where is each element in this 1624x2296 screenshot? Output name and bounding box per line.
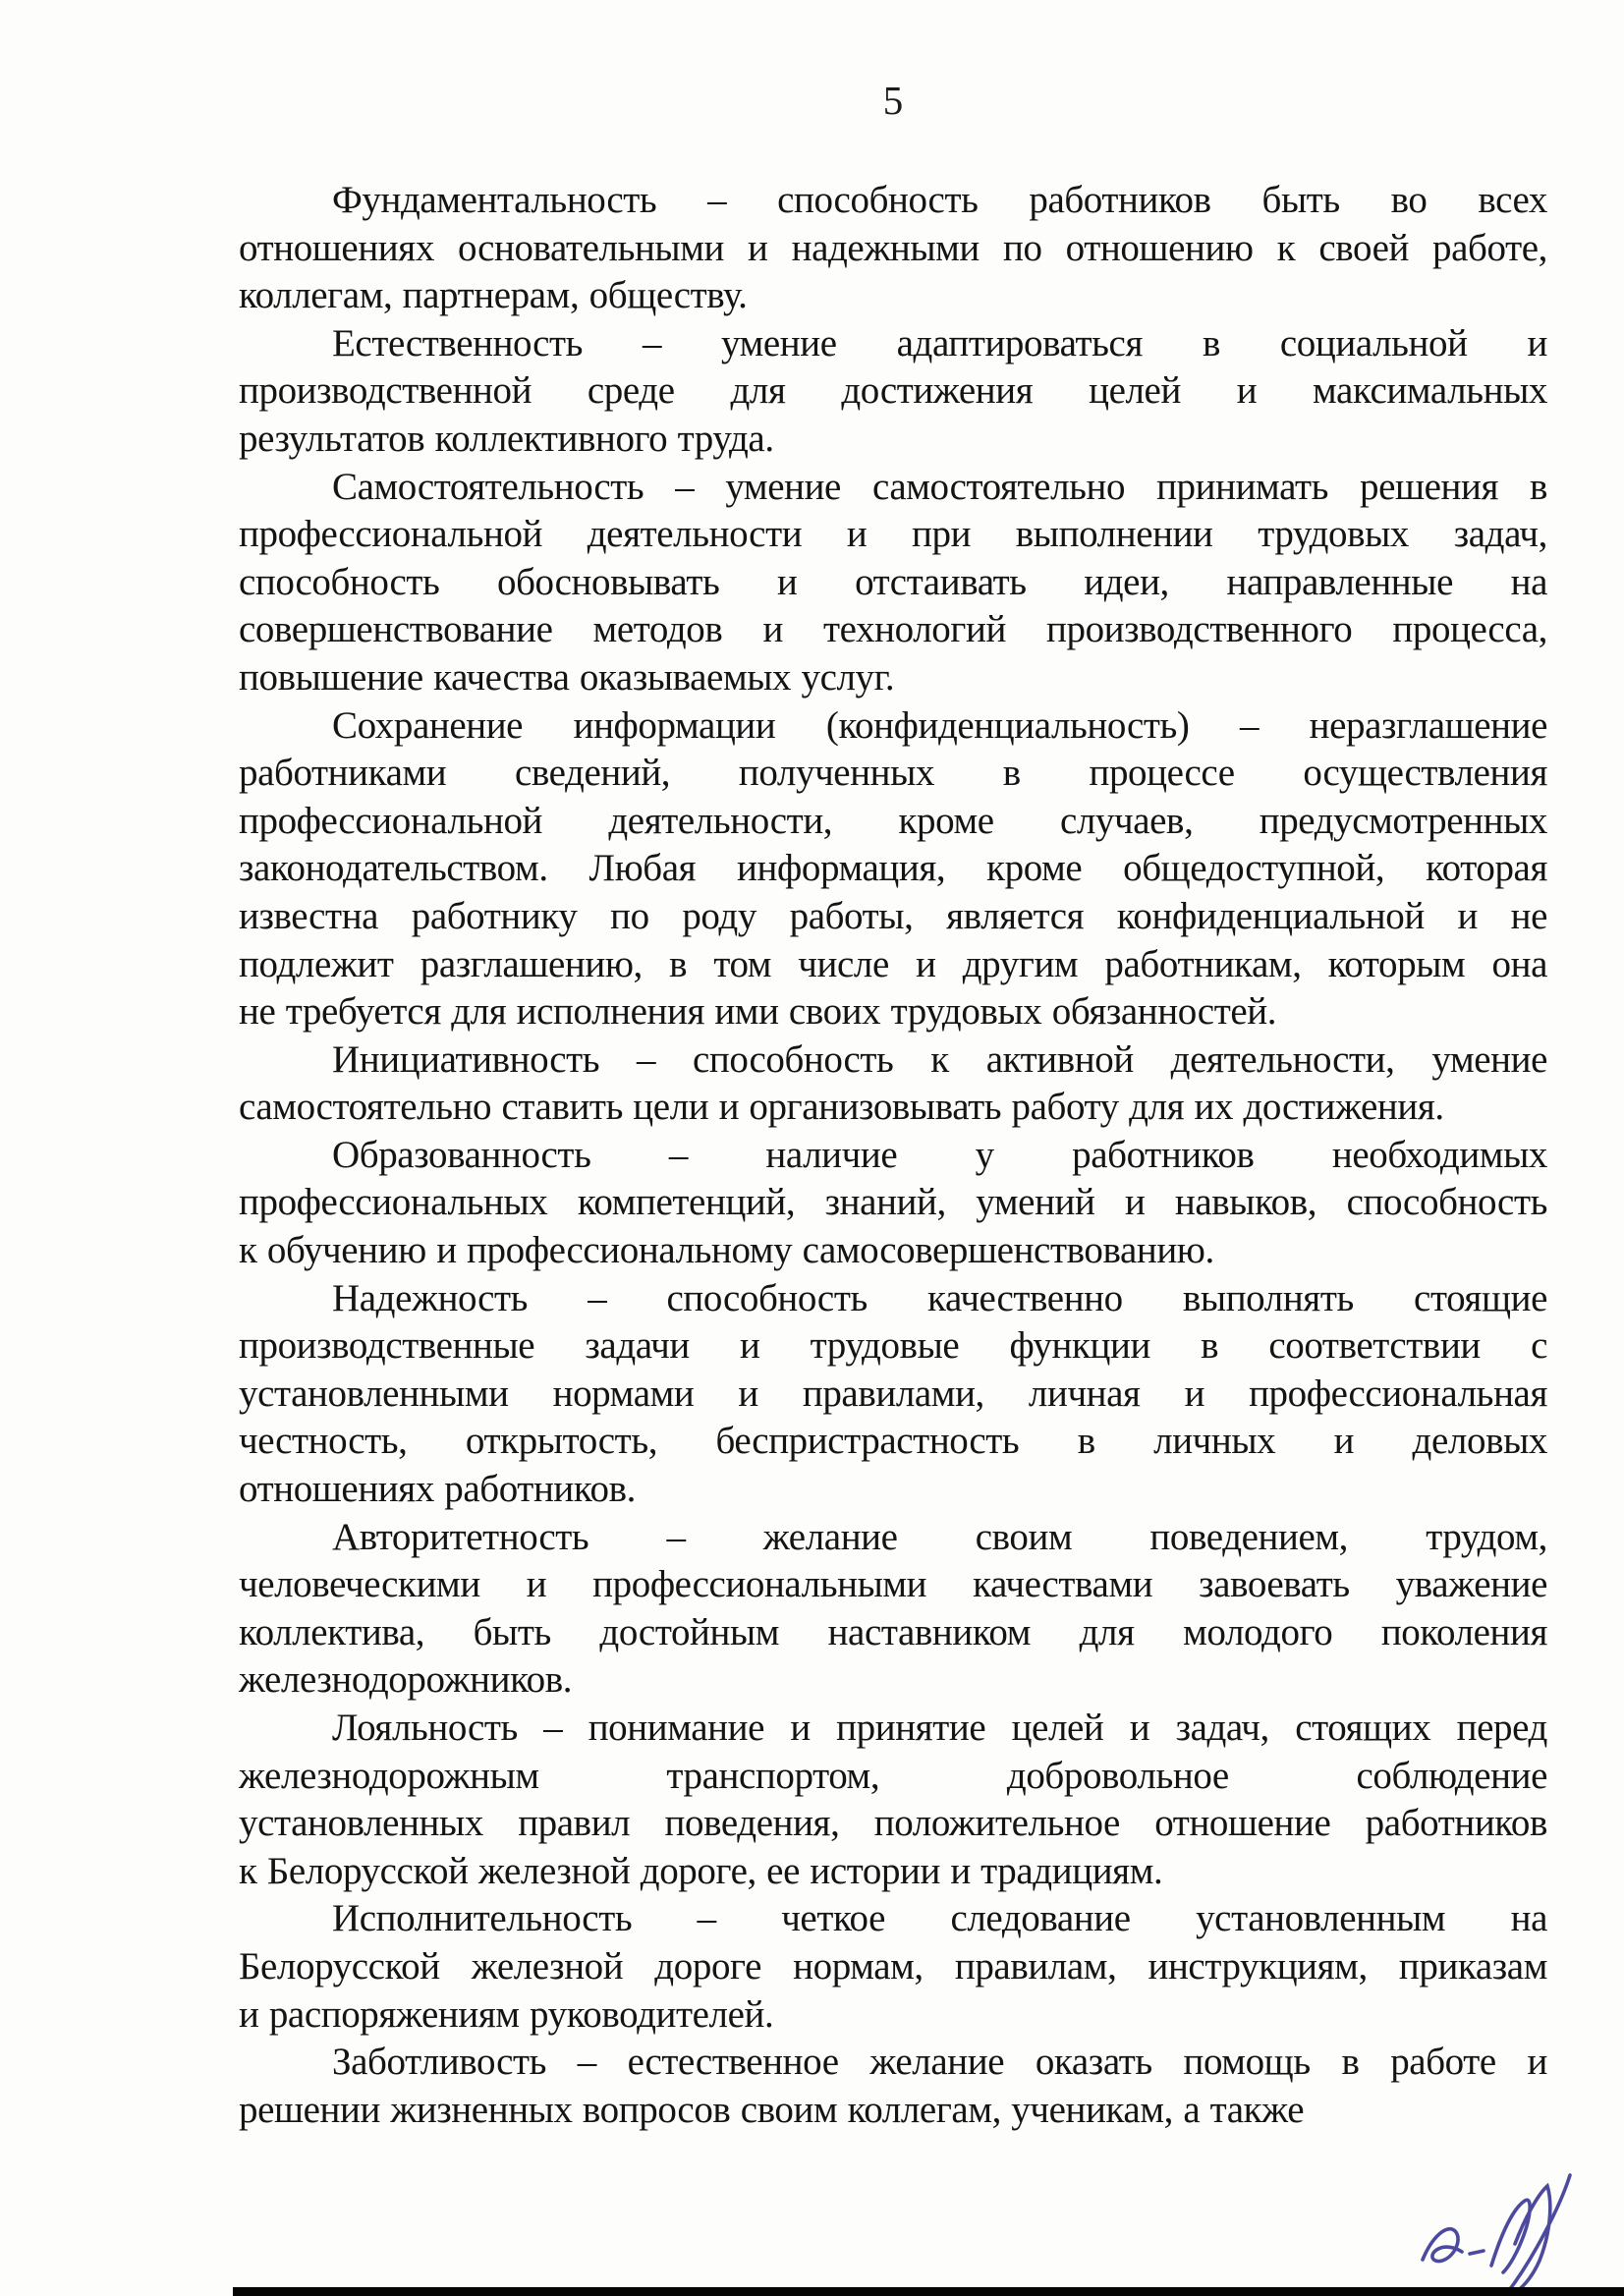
paragraph-estestvennost-line-3: результатов коллективного труда. [239, 417, 774, 460]
paragraph-loyalnost-line-2: железнодорожным транспортом, добровольное соблюдение [239, 1754, 1547, 1797]
paragraph-nadezhnost-line-4: честность, открытость, беспристрастность в личных и деловых [239, 1420, 1547, 1463]
paragraph-sokhranenie-informatsii-line-4: законодательством. Любая информация, кроме общедоступной, которая [239, 847, 1547, 890]
paragraph-samostoyatelnost-line-5: повышение качества оказываемых услуг. [239, 655, 895, 699]
paragraph-zabotlivost-line-1: Заботливость – естественное желание оказать помощь в работе и [332, 2041, 1547, 2084]
text-block [239, 177, 1547, 2134]
paragraph-sokhranenie-informatsii-line-7: не требуется для исполнения ими своих трудовых обязанностей. [239, 990, 1277, 1034]
paragraph-estestvennost-line-1: Естественность – умение адаптироваться в социальной и [332, 321, 1547, 364]
paragraph-ispolnitelnost-line-3: и распоряжениям руководителей. [239, 1992, 774, 2036]
paragraph-fundamentalnost-line-1: Фундаментальность – способность работников быть во всех [332, 179, 1547, 221]
paragraph-samostoyatelnost-line-4: совершенствование методов и технологий производственного процесса, [239, 608, 1547, 651]
paragraph-sokhranenie-informatsii-line-1: Сохранение информации (конфиденциальность) – неразглашение [332, 703, 1547, 747]
paragraph-obrazovannost-line-3: к обучению и профессиональному самосовершенствованию. [239, 1229, 1214, 1272]
paragraph-avtoritetnost-line-3: коллектива, быть достойным наставником для молодого поколения [239, 1610, 1547, 1653]
paragraph-nadezhnost-line-5: отношениях работников. [239, 1468, 636, 1511]
paragraph-loyalnost-line-3: установленных правил поведения, положительное отношение работников [239, 1802, 1547, 1845]
paragraph-sokhranenie-informatsii-line-6: подлежит разглашению, в том числе и другим работникам, которым она [239, 942, 1547, 985]
paragraph-nadezhnost-line-1: Надежность – способность качественно выполнять стоящие [332, 1276, 1547, 1319]
paragraph-sokhranenie-informatsii-line-2: работниками сведений, полученных в процессе осуществления [239, 752, 1547, 795]
paragraph-nadezhnost-line-3: установленными нормами и правилами, личная и профессиональная [239, 1372, 1547, 1415]
paragraph-ispolnitelnost-line-2: Белорусской железной дороге нормам, правилам, инструкциям, приказам [239, 1944, 1547, 1988]
paragraph-sokhranenie-informatsii-line-5: известна работнику по роду работы, является конфиденциальной и не [239, 894, 1547, 937]
paragraph-avtoritetnost-line-1: Авторитетность – желание своим поведением, трудом, [332, 1515, 1547, 1558]
paragraph-nadezhnost-line-2: производственные задачи и трудовые функции в соответствии с [239, 1324, 1547, 1368]
paragraph-estestvennost-line-2: производственной среде для достижения целей и максимальных [239, 369, 1547, 413]
paragraph-initsiativnost-line-1: Инициативность – способность к активной деятельности, умение [332, 1037, 1547, 1081]
paragraph-samostoyatelnost-line-3: способность обосновывать и отстаивать идеи, направленные на [239, 560, 1547, 603]
paragraph-samostoyatelnost-line-1: Самостоятельность – умение самостоятельно принимать решения в [332, 465, 1547, 508]
paragraph-samostoyatelnost-line-2: профессиональной деятельности и при выполнении трудовых задач, [239, 513, 1547, 556]
paragraph-ispolnitelnost-line-1: Исполнительность – четкое следование установленным на [332, 1897, 1547, 1940]
paragraph-zabotlivost-line-2: решении жизненных вопросов своим коллегам, ученикам, а также [239, 2088, 1305, 2131]
paragraph-avtoritetnost-line-2: человеческими и профессиональными качествами завоевать уважение [239, 1563, 1547, 1606]
paragraph-fundamentalnost-line-2: отношениях основательными и надежными по отношению к своей работе, [239, 226, 1547, 269]
handwritten-signature [1413, 2173, 1624, 2296]
page-number: 5 [882, 78, 904, 123]
paragraph-loyalnost-line-1: Лояльность – понимание и принятие целей и задач, стоящих перед [332, 1707, 1547, 1749]
paragraph-avtoritetnost-line-4: железнодорожников. [239, 1658, 573, 1702]
signature-ink-strokes [1423, 2175, 1570, 2294]
paragraph-loyalnost-line-4: к Белорусской железной дороге, ее истории и традициям. [239, 1849, 1163, 1892]
scan-artifact-bar [233, 2287, 1624, 2296]
paragraph-obrazovannost-line-2: профессиональных компетенций, знаний, умений и навыков, способность [239, 1181, 1547, 1224]
paragraph-obrazovannost-line-1: Образованность – наличие у работников необходимых [332, 1133, 1547, 1176]
paragraph-initsiativnost-line-2: самостоятельно ставить цели и организовывать работу для их достижения. [239, 1086, 1444, 1129]
paragraph-sokhranenie-informatsii-line-3: профессиональной деятельности, кроме случаев, предусмотренных [239, 799, 1547, 842]
paragraph-fundamentalnost-line-3: коллегам, партнерам, обществу. [239, 274, 748, 317]
